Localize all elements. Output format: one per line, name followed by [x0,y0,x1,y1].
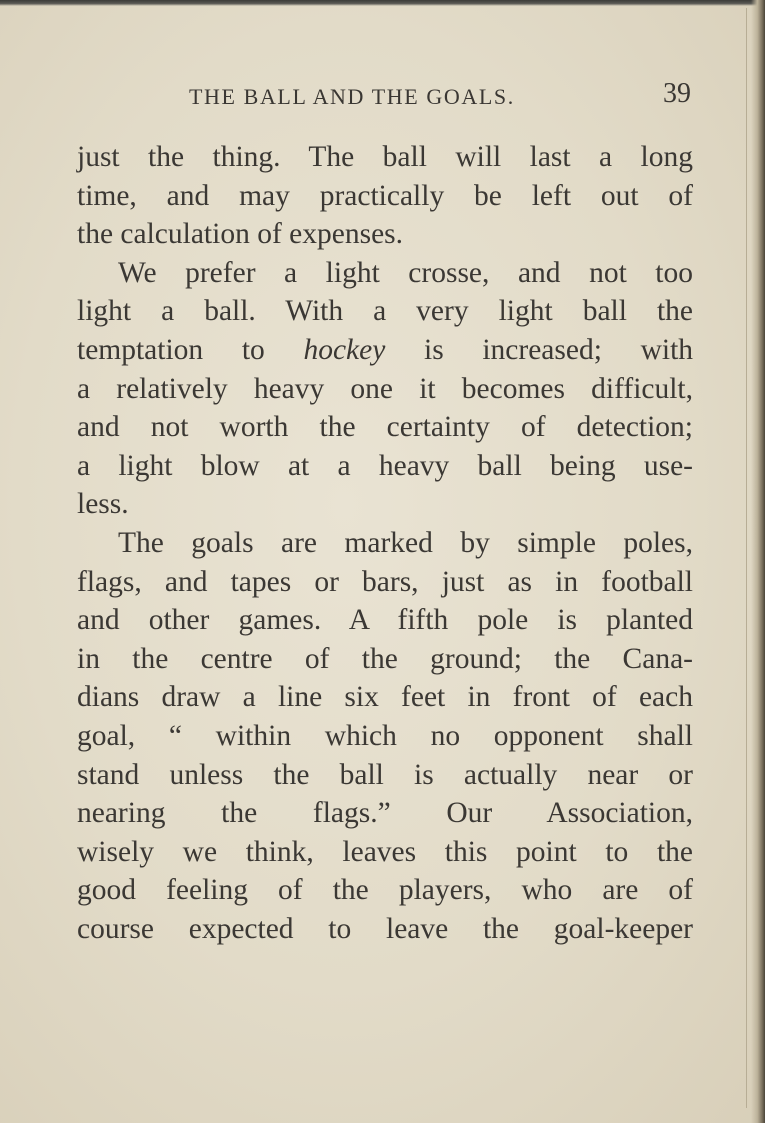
text-line: time, and may practically be left out of [77,179,693,212]
text-segment: is increased; with [424,333,694,366]
text-line: stand unless the ball is actually near or [77,758,693,791]
page-right-edge [751,0,765,1123]
page-top-edge [0,0,765,6]
italic-word: hockey [303,333,386,366]
running-head [77,78,693,114]
text-segment: temptation to [77,333,265,366]
text-line: a light blow at a heavy ball being use- [77,449,693,482]
text-line: less. [77,488,129,521]
text-line: a relatively heavy one it becomes difficult, [77,372,693,405]
text-line: We prefer a light crosse, and not too [118,256,693,289]
text-line: nearing the flags.” Our Association, [77,797,693,830]
text-line: flags, and tapes or bars, just as in football [77,565,693,598]
page-right-rule [746,8,747,1108]
text-line: and not worth the certainty of detection; [77,411,693,444]
text-line: the calculation of expenses. [77,218,404,251]
page-number: 39 [663,78,691,109]
running-title: THE BALL AND THE GOALS. [189,84,515,109]
body-text [77,138,693,948]
text-line: in the centre of the ground; the Cana- [77,642,693,675]
text-line: course expected to leave the goal-keeper [77,912,693,945]
text-line: just the thing. The ball will last a long [77,141,693,173]
text-line: goal, “ within which no opponent shall [77,719,693,752]
text-line: and other games. A fifth pole is planted [77,604,693,637]
text-line: dians draw a line six feet in front of each [77,681,693,714]
text-line: light a ball. With a very light ball the [77,295,693,328]
text-line-with-italic [77,331,693,370]
text-line: wisely we think, leaves this point to the [77,835,693,868]
text-line: The goals are marked by simple poles, [118,526,693,559]
text-line: good feeling of the players, who are of [77,874,693,907]
